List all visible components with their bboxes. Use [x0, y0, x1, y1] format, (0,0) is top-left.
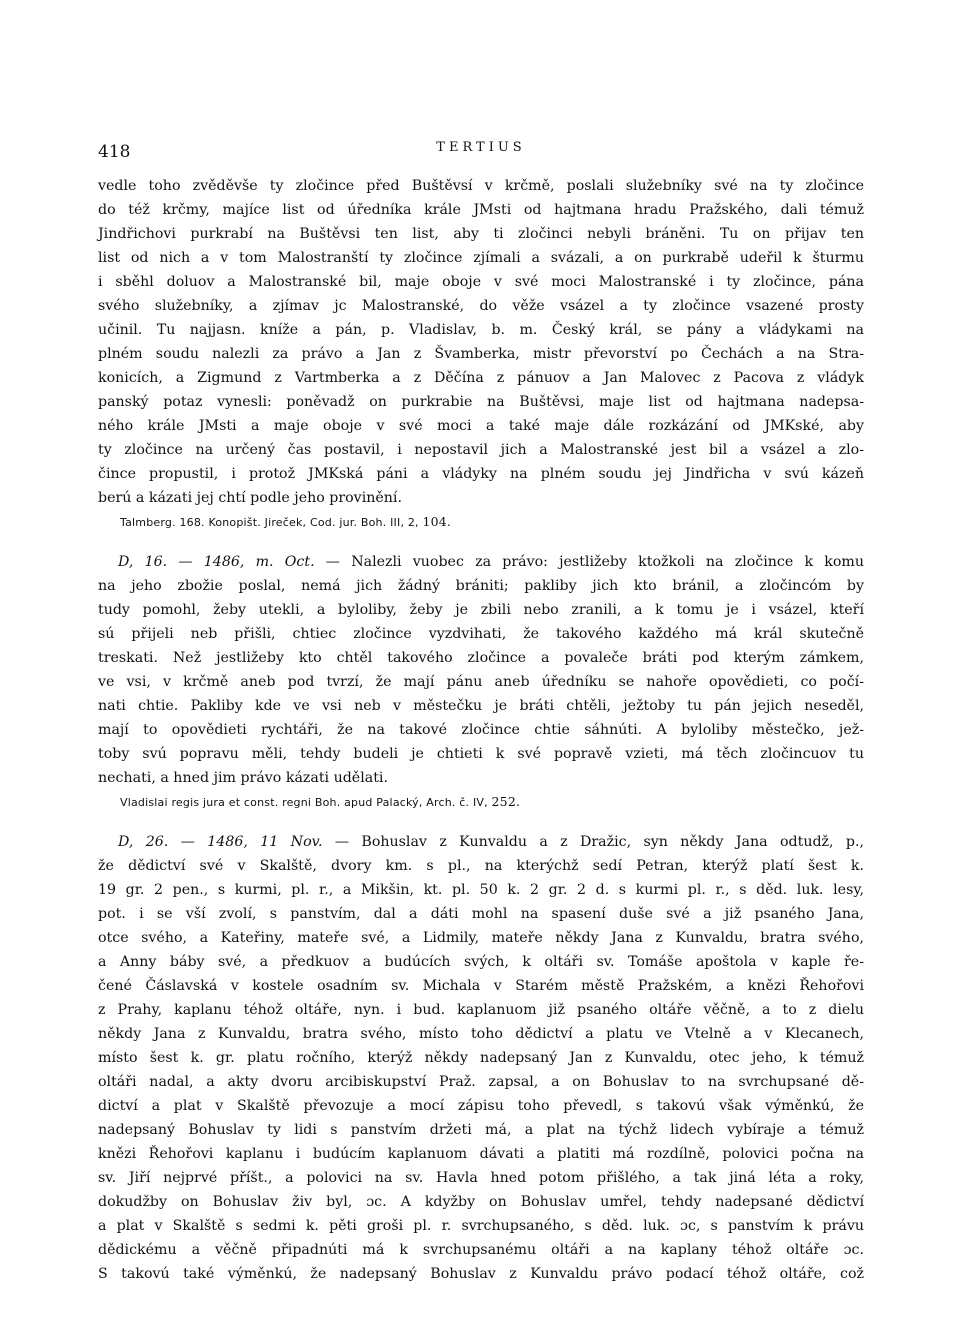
text-line	[98, 550, 864, 574]
text-line: ného krále JMsti a maje oboje v své moci a také maje dále rozkázání od JMKské, aby	[98, 418, 864, 434]
text-line: tudy pomohl, žeby utekli, a byloliby, žeby je zbili nebo zranili, a k tomu je i vsázel, kteří	[98, 602, 864, 618]
text-line: plném soudu nalezli za právo a Jan z Švamberka, mistr převorství po Čechách a na Stra-	[98, 346, 864, 362]
text-line: ty zločince na určený čas postavil, i nepostavil jich a Malostranské jest bil a vsázel a zlo-	[98, 442, 864, 458]
text-line: a Anny báby své, a předkuov a budúcích svých, k oltáři sv. Tomáše apoštola v kaple ře-	[98, 954, 864, 970]
citation-pages: 252.	[491, 794, 521, 809]
text-line: treskati. Než jestližeby kto chtěl takového zločince a povaleče bráti pod kterým zámkem,	[98, 650, 864, 666]
text-line: dictví a plat v Skalště převozuje a mocí zápisu toho převedl, s takovú však výměnkú, že	[98, 1098, 864, 1114]
paragraph-2	[98, 550, 864, 814]
citation-text: Vladislai regis jura et const. regni Boh. apud Palacký, Arch. č. IV,	[120, 796, 488, 809]
text-line: z Prahy, kaplanu téhož oltáře, nyn. i bud. kaplanuom již psaného oltáře věčně, a to z dielu	[98, 1002, 864, 1018]
text-line: pot. i se vší zvolí, s panstvím, dal a dáti mohl na spasení duše své a již psaného Jana,	[98, 906, 864, 922]
text-line: mají to opovědieti rychtáři, že na takové zločince chtie sáhnúti. A byloliby městečko, jež-	[98, 722, 864, 738]
text-line: a plat v Skalště s sedmi k. pěti groši pl. r. svrchupsaného, s děd. luk. ɔc, s panstvím k právu	[98, 1218, 864, 1234]
text-line: ve vsi, v krčmě aneb pod tvrzí, že mají pánu aneb úředníku se nahoře opovědieti, co počí-	[98, 674, 864, 690]
text-fragment: Bohuslav z Kunvaldu a z Dražic, syn někdy Jana odtudž, p.,	[349, 834, 864, 850]
text-line: toby svú popravu měli, tehdy budeli je chtieti k své popravě vzieti, má těch zločincuov tu	[98, 746, 864, 762]
text-line: že dědictví své v Skalště, dvory km. s pl., na kterýchž sedí Petran, kterýž platí šest k.	[98, 858, 864, 874]
text-line	[98, 830, 864, 854]
text-line: do též krčmy, majíce list od úředníka krále JMsti od hajtmana hradu Pražského, dali témuž	[98, 202, 864, 218]
text-line: 19 gr. 2 pen., s kurmi, pl. r., a Mikšin, kt. pl. 50 k. 2 gr. 2 d. s kurmi pl. r., s děd. luk. lesy,	[98, 882, 864, 898]
citation-text: Talmberg. 168. Konopišt. Jireček, Cod. jur. Boh. III, 2,	[120, 516, 419, 529]
text-line: i sběhl doluov a Malostranské bil, maje oboje v své moci Malostranské i ty zločince, pána	[98, 274, 864, 290]
citation-pages: 104.	[422, 514, 452, 529]
text-line: učinil. Tu najjasn. kníže a pán, p. Vladislav, b. m. Český král, se pány a vládykami na	[98, 322, 864, 338]
body-text	[98, 174, 864, 1286]
text-line: dědickému a věčně připadnúti má k svrchupsanému oltáři a na kaplany téhož oltáře ɔc.	[98, 1242, 864, 1258]
source-citation	[98, 510, 864, 534]
dateline: D, 26. — 1486, 11 Nov. —	[118, 834, 350, 850]
text-line: knězi Řehořovi kaplanu i budúcím kaplanuom dávati a platiti má rozdílně, polovici počna na	[98, 1146, 864, 1162]
dateline: D, 16. — 1486, m. Oct. —	[118, 554, 340, 570]
text-line: Jindřichovi purkrabí na Buštěvsi ten list, aby ti zločinci nebyli bráněni. Tu on přijav ten	[98, 226, 864, 242]
text-line: nadepsaný Bohuslav ty lidi s panstvím držeti má, a plat na týchž lidech vybíraje a témuž	[98, 1122, 864, 1138]
text-line: otce svého, a Kateřiny, mateře své, a Lidmily, mateře někdy Jana z Kunvaldu, bratra svého,	[98, 930, 864, 946]
text-line: nechati, a hned jim právo kázati udělati.	[98, 770, 388, 786]
running-title: TERTIUS	[436, 140, 526, 155]
text-fragment: Nalezli vuobec za právo: jestližeby ktožkoli na zločince k komu	[339, 554, 864, 570]
text-line: sú přijeli neb přišli, chtiec zločince vyzdvihati, že takového každého má král skutečně	[98, 626, 864, 642]
text-line: panský potaz vynesli: poněvadž on purkrabie na Buštěvsi, maje list od hajtmana nadepsa-	[98, 394, 864, 410]
source-citation	[98, 790, 864, 814]
page-number: 418	[98, 142, 131, 162]
paragraph-1	[98, 174, 864, 534]
text-line: berú a kázati jej chtí podle jeho provinění.	[98, 490, 402, 506]
text-line: čené Čáslavská v kostele osadním sv. Michala v Starém městě Pražském, a knězi Řehořovi	[98, 978, 864, 994]
text-line: nati chtie. Pakliby kde ve vsi neb v městečku je bráti chtěli, ježtoby tu pán jejich neseděl,	[98, 698, 864, 714]
text-line: místo šest k. gr. platu ročního, kterýž někdy nadepsaný Jan z Kunvaldu, otec jeho, k témuž	[98, 1050, 864, 1066]
text-line: S takovú také výměnkú, že nadepsaný Bohuslav z Kunvaldu právo podací téhož oltáře, což	[98, 1266, 864, 1282]
text-line: na jeho zbožie poslal, nemá jich žádný brániti; pakliby jich kto bránil, a zločincóm by	[98, 578, 864, 594]
text-line: sv. Jiří nejprvé příšt., a polovici na sv. Havla hned potom přišlého, a tak jiná léta a roky,	[98, 1170, 864, 1186]
text-line: dokudžby on Bohuslav živ byl, ɔc. A kdyžby on Bohuslav umřel, tehdy nadepsané dědictví	[98, 1194, 864, 1210]
text-line: oltáři nadal, a akty dvoru arcibiskupství Praž. zapsal, a on Bohuslav to na svrchupsané dě-	[98, 1074, 864, 1090]
text-line: svého služebníky, a zjímav jc Malostranské, do věže vsázel a ty zločince vsazené prosty	[98, 298, 864, 314]
text-line: list od nich a v tom Malostranští ty zločince zjímali a svázali, a on purkrabě udeřil k šturmu	[98, 250, 864, 266]
text-line: konicích, a Zigmund z Vartmberka a z Děčína z pánuov a Jan Malovec z Pacova z vládyk	[98, 370, 864, 386]
text-line: čince propustil, i protož JMKská páni a vládyky na plném soudu jej Jindřicha v svú kázeň	[98, 466, 864, 482]
text-line: někdy Jana z Kunvaldu, bratra svého, místo toho dědictví a platu ve Vtelně a v Klecanech,	[98, 1026, 864, 1042]
paragraph-3	[98, 830, 864, 1286]
text-line: vedle toho zvěděvše ty zločince před Buštěvsí v krčmě, poslali služebníky své na ty zločince	[98, 178, 864, 194]
page-header	[98, 138, 864, 168]
